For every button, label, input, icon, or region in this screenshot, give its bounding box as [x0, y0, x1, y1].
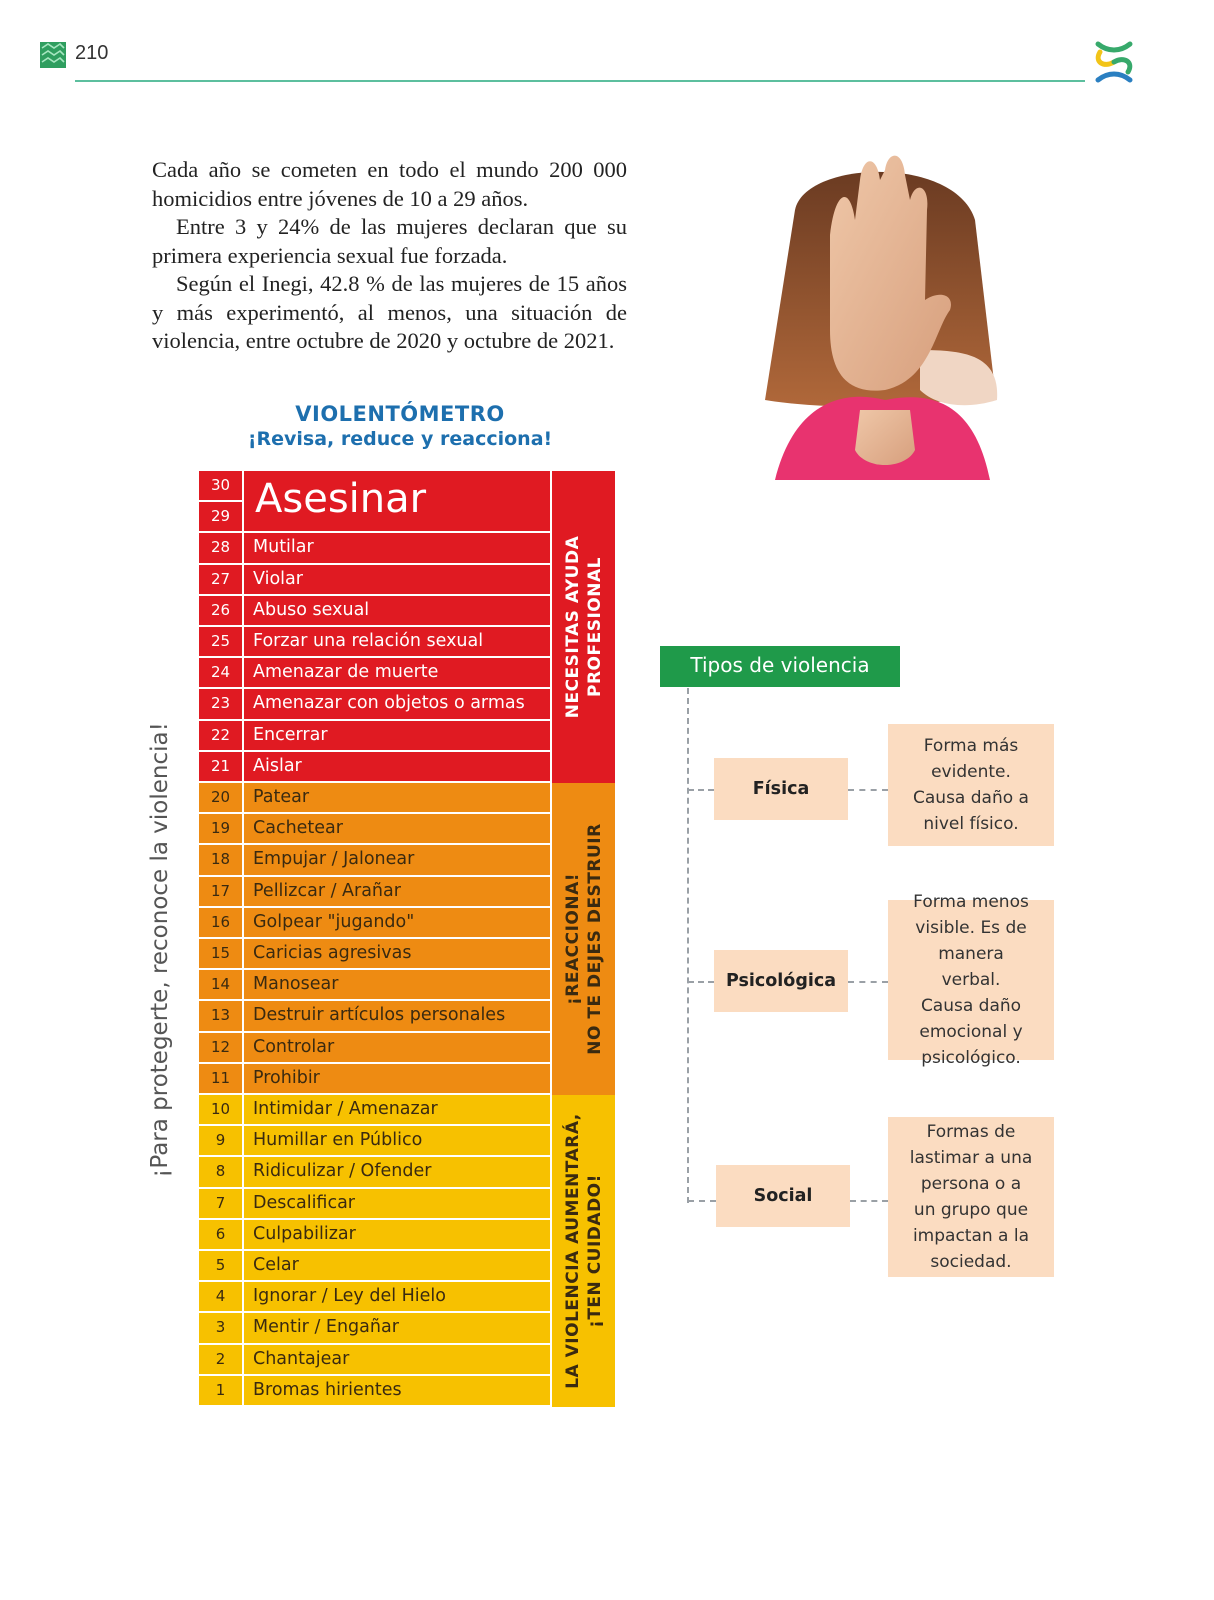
scale-label: Violar	[253, 568, 303, 589]
scale-number: 21	[199, 752, 244, 781]
scale-row	[199, 908, 550, 939]
scale-row	[199, 814, 550, 845]
multicolor-knot-logo	[1090, 38, 1138, 86]
scale-number: 9	[199, 1126, 244, 1155]
scale-number: 12	[199, 1033, 244, 1062]
scale-label: Mentir / Engañar	[253, 1317, 399, 1338]
scale-number: 30	[199, 471, 244, 502]
desc-line: Forma menos	[913, 892, 1029, 912]
scale-label: Aislar	[253, 755, 302, 776]
scale-label: Amenazar de muerte	[253, 662, 439, 683]
desc-line: sociedad.	[930, 1252, 1012, 1272]
tipos-title: Tipos de violencia	[660, 646, 900, 687]
desc-social	[888, 1117, 1054, 1277]
scale-label: Chantajear	[253, 1348, 350, 1369]
scale-label: Caricias agresivas	[253, 943, 412, 963]
scale-row	[199, 1189, 550, 1220]
scale-number: 29	[199, 502, 244, 533]
intro-text	[152, 156, 627, 356]
scale-row	[199, 721, 550, 752]
scale-label: Cachetear	[253, 818, 343, 839]
scale-number: 7	[199, 1189, 244, 1218]
violentometro-side-text: ¡Para protegerte, reconoce la violencia!	[147, 722, 173, 1178]
scale-number: 23	[199, 689, 244, 718]
intro-paragraph: Cada año se cometen en todo el mundo 200 000 homicidios entre jóvenes de 10 a 29 años.	[152, 157, 627, 211]
scale-label: Abuso sexual	[253, 599, 370, 620]
header-rule	[75, 80, 1085, 82]
scale-label: Patear	[253, 787, 310, 807]
scale-row	[199, 1033, 550, 1064]
scale-label: Encerrar	[253, 724, 328, 745]
desc-line: nivel físico.	[923, 814, 1019, 834]
violentometro-scale	[199, 471, 615, 1408]
scale-label: Humillar en Público	[253, 1130, 423, 1151]
band-yellow-text	[562, 1113, 606, 1389]
scale-number: 22	[199, 721, 244, 750]
scale-number: 4	[199, 1282, 244, 1311]
band-orange-line: NO TE DEJES DESTRUIR	[584, 823, 605, 1055]
scale-row	[199, 1282, 550, 1313]
scale-number: 25	[199, 627, 244, 656]
scale-number: 1	[199, 1376, 244, 1405]
desc-line: emocional y	[919, 1022, 1023, 1042]
scale-row	[199, 783, 550, 814]
scale-number: 27	[199, 565, 244, 594]
scale-number: 10	[199, 1095, 244, 1124]
scale-label: Culpabilizar	[253, 1223, 356, 1244]
scale-label: Empujar / Jalonear	[253, 849, 415, 870]
scale-number: 13	[199, 1001, 244, 1030]
scale-label: Forzar una relación sexual	[253, 631, 484, 651]
desc-line: un grupo que	[913, 1200, 1029, 1220]
intro-paragraph: Entre 3 y 24% de las mujeres declaran que su primera experiencia sexual fue forzada.	[152, 214, 627, 268]
connector-line	[688, 789, 714, 791]
scale-row	[199, 1157, 550, 1188]
scale-number: 8	[199, 1157, 244, 1186]
band-yellow-line: LA VIOLENCIA AUMENTARÁ,	[562, 1113, 583, 1389]
green-pattern-icon	[40, 42, 66, 68]
scale-number: 16	[199, 908, 244, 937]
scale-label: Amenazar con objetos o armas	[253, 693, 525, 714]
desc-line: visible. Es de	[915, 918, 1027, 938]
desc-line: manera verbal.	[938, 944, 1004, 990]
violentometro-title: VIOLENTÓMETRO	[295, 402, 505, 426]
scale-label: Manosear	[253, 974, 339, 995]
scale-label: Pellizcar / Arañar	[253, 880, 401, 901]
scale-number: 26	[199, 596, 244, 625]
scale-label: Ridiculizar / Ofender	[253, 1161, 432, 1182]
scale-row	[199, 1345, 550, 1376]
intro-paragraph: Según el Inegi, 42.8 % de las mujeres de 15 años y más experimentó, al menos, una situación de violencia, entre octubre de 2020 y octubre de 2021.	[152, 271, 627, 353]
band-orange	[550, 783, 615, 1095]
type-social: Social	[716, 1165, 850, 1227]
scale-number: 14	[199, 970, 244, 999]
scale-row	[199, 1313, 550, 1344]
scale-number: 6	[199, 1220, 244, 1249]
scale-row	[199, 689, 550, 720]
desc-line: Forma más	[923, 736, 1019, 756]
scale-row	[199, 627, 550, 658]
scale-label: Mutilar	[253, 537, 314, 558]
scale-row	[199, 970, 550, 1001]
scale-row	[199, 1376, 550, 1407]
violentometro-subtitle: ¡Revisa, reduce y reacciona!	[247, 428, 553, 450]
scale-row	[199, 533, 550, 564]
desc-line: Causa daño	[920, 996, 1022, 1016]
scale-label: Destruir artículos personales	[253, 1005, 506, 1026]
desc-line: persona o a	[920, 1174, 1022, 1194]
band-red-text	[562, 536, 606, 719]
scale-label: Controlar	[253, 1036, 335, 1057]
scale-row	[199, 1126, 550, 1157]
scale-label: Bromas hirientes	[253, 1379, 402, 1400]
scale-label: Golpear "jugando"	[253, 911, 415, 932]
scale-number: 15	[199, 939, 244, 968]
desc-line: Formas de	[926, 1122, 1016, 1142]
scale-number: 20	[199, 783, 244, 812]
scale-row	[199, 1095, 550, 1126]
desc-psicologica	[888, 892, 1054, 1068]
scale-label: Celar	[253, 1255, 299, 1275]
band-red-line: PROFESIONAL	[584, 557, 605, 697]
connector-line	[850, 1200, 888, 1202]
scale-label: Ignorar / Ley del Hielo	[253, 1286, 446, 1307]
scale-row	[199, 939, 550, 970]
connector-line	[688, 1200, 716, 1202]
scale-number: 24	[199, 658, 244, 687]
scale-row-top	[199, 471, 550, 533]
scale-label-top: Asesinar	[255, 476, 427, 522]
scale-row	[199, 1251, 550, 1282]
scale-number: 11	[199, 1064, 244, 1093]
desc-line: lastimar a una	[909, 1148, 1033, 1168]
band-yellow	[550, 1095, 615, 1407]
band-orange-text	[562, 823, 606, 1054]
scale-label: Descalificar	[253, 1192, 355, 1213]
tipos-connector	[687, 688, 689, 1203]
scale-row	[199, 596, 550, 627]
scale-number: 19	[199, 814, 244, 843]
connector-line	[848, 789, 888, 791]
scale-number: 5	[199, 1251, 244, 1280]
band-yellow-line: ¡TEN CUIDADO!	[584, 1174, 605, 1328]
scale-row	[199, 877, 550, 908]
band-red-line: NECESITAS AYUDA	[562, 535, 583, 719]
band-orange-line: ¡REACCIONA!	[562, 873, 583, 1005]
scale-number: 28	[199, 533, 244, 562]
scale-number: 18	[199, 845, 244, 874]
scale-row	[199, 752, 550, 783]
scale-row	[199, 565, 550, 596]
scale-row	[199, 845, 550, 876]
type-fisica: Física	[714, 758, 848, 820]
woman-stop-hand-photo	[735, 150, 1035, 485]
connector-line	[688, 981, 714, 983]
scale-row	[199, 658, 550, 689]
scale-number: 2	[199, 1345, 244, 1374]
scale-number: 17	[199, 877, 244, 906]
violentometro-heading	[195, 402, 605, 450]
desc-line: psicológico.	[921, 1048, 1021, 1068]
desc-fisica	[888, 724, 1054, 846]
type-psicologica: Psicológica	[714, 950, 848, 1012]
scale-row	[199, 1001, 550, 1032]
scale-row	[199, 1064, 550, 1095]
page-number: 210	[75, 42, 109, 64]
connector-line	[848, 981, 888, 983]
desc-line: Causa daño a	[913, 788, 1029, 808]
scale-label: Prohibir	[253, 1067, 320, 1088]
band-red	[550, 471, 615, 783]
desc-line: evidente.	[931, 762, 1011, 782]
desc-line: impactan a la	[912, 1226, 1030, 1246]
scale-row	[199, 1220, 550, 1251]
scale-label: Intimidar / Amenazar	[253, 1099, 438, 1119]
scale-number: 3	[199, 1313, 244, 1342]
